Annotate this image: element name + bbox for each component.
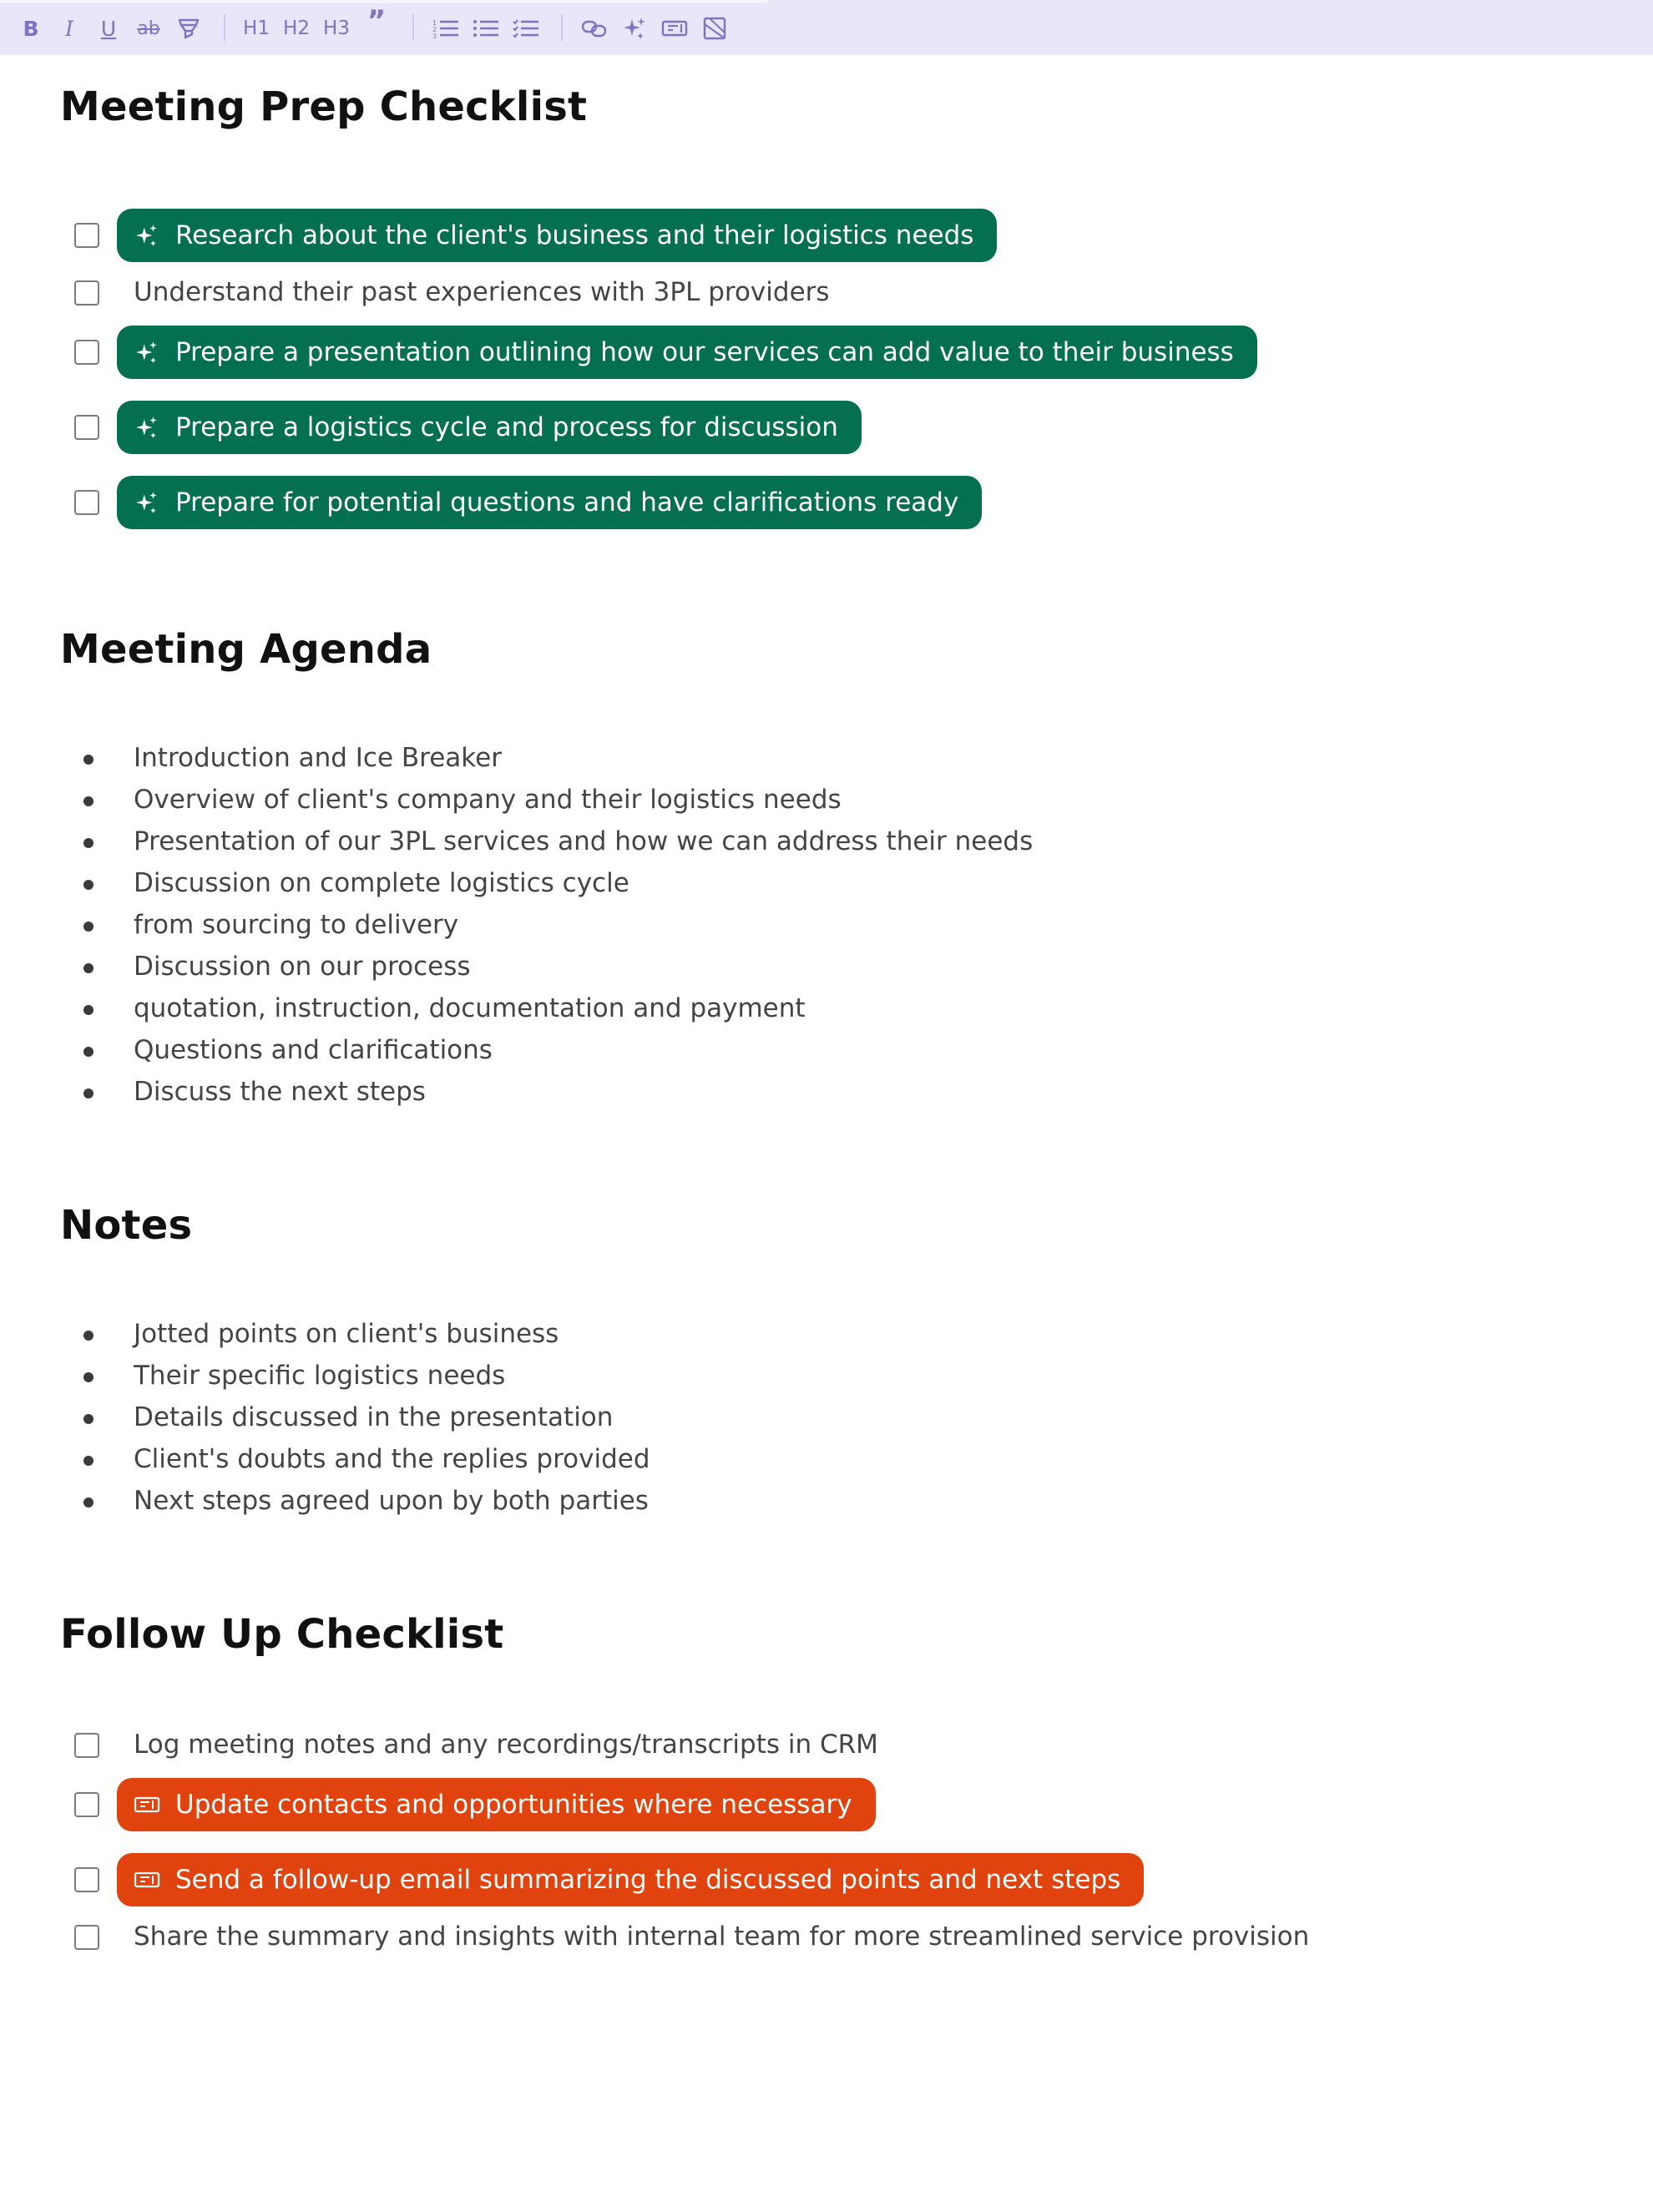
list-item-text: from sourcing to delivery (134, 910, 459, 940)
checklist-item (0, 401, 1653, 454)
bullet-icon (83, 1372, 94, 1382)
task-checkbox[interactable] (74, 490, 99, 515)
task-checkbox[interactable] (74, 1733, 99, 1758)
ai-task-pill[interactable] (117, 326, 1257, 379)
task-label: Update contacts and opportunities where necessary (175, 1790, 852, 1820)
list-item-text: quotation, instruction, documentation and payment (134, 993, 806, 1023)
list-item (0, 947, 1653, 988)
section-title-followup: Follow Up Checklist (60, 1611, 504, 1658)
list-item-text: Discussion on our process (134, 952, 471, 982)
ai-sparkle-icon (132, 337, 162, 367)
bullet-icon (83, 1497, 94, 1507)
task-checkbox[interactable] (74, 1792, 99, 1817)
crm-task-pill[interactable] (117, 1778, 876, 1831)
task-label: Send a follow-up email summarizing the discussed points and next steps (175, 1865, 1121, 1895)
heading-2-button[interactable]: H2 (283, 18, 310, 39)
list-item-text: Questions and clarifications (134, 1035, 493, 1065)
underline-icon[interactable]: U (100, 16, 117, 41)
section-title-agenda: Meeting Agenda (60, 626, 432, 673)
task-label: Research about the client's business and their logistics needs (175, 220, 974, 250)
bullet-list-icon[interactable] (471, 11, 501, 46)
task-checkbox[interactable] (74, 415, 99, 440)
task-label: Prepare for potential questions and have clarifications ready (175, 487, 959, 518)
checklist-item (0, 476, 1653, 529)
task-label: Understand their past experiences with 3PL providers (134, 277, 830, 307)
checklist-item (0, 1853, 1653, 1906)
task-checkbox[interactable] (74, 280, 99, 306)
crm-task-pill[interactable] (117, 1853, 1144, 1906)
ai-sparkle-icon[interactable] (619, 11, 650, 46)
task-checkbox[interactable] (74, 340, 99, 365)
task-label: Prepare a logistics cycle and process for discussion (175, 412, 838, 442)
ai-task-pill[interactable] (117, 476, 982, 529)
link-icon[interactable] (579, 11, 609, 46)
list-item-text: Their specific logistics needs (134, 1361, 506, 1391)
list-item (0, 738, 1653, 780)
task-label: Share the summary and insights with internal team for more streamlined service provision (134, 1922, 1310, 1952)
bullet-icon (83, 1047, 94, 1057)
toolbar-separator (224, 14, 225, 41)
bold-icon[interactable]: B (23, 16, 39, 41)
heading-1-button[interactable]: H1 (243, 18, 270, 39)
checklist-item (0, 1778, 1653, 1831)
list-item-text: Discuss the next steps (134, 1077, 426, 1107)
ai-task-pill[interactable] (117, 209, 997, 262)
svg-text:3: 3 (432, 33, 437, 39)
quote-icon[interactable]: ” (366, 4, 387, 38)
formatting-toolbar (0, 0, 1653, 55)
list-item (0, 1397, 1653, 1439)
list-item (0, 1356, 1653, 1397)
toolbar-separator (561, 14, 563, 41)
checklist-icon[interactable] (511, 11, 541, 46)
task-checkbox[interactable] (74, 223, 99, 248)
card-icon[interactable] (660, 11, 690, 46)
list-item (0, 821, 1653, 863)
bullet-icon (83, 963, 94, 973)
bullet-icon (83, 1456, 94, 1466)
list-item-text: Client's doubts and the replies provided (134, 1444, 650, 1474)
bullet-icon (83, 838, 94, 848)
ai-sparkle-icon (132, 412, 162, 442)
list-item (0, 1072, 1653, 1114)
list-item-text: Details discussed in the presentation (134, 1402, 614, 1432)
list-item (0, 905, 1653, 947)
bullet-icon (83, 1331, 94, 1341)
numbered-list-icon[interactable] (431, 11, 461, 46)
bullet-icon (83, 1414, 94, 1424)
svg-text:2: 2 (432, 26, 437, 33)
svg-text:1: 1 (432, 19, 437, 27)
list-item-text: Jotted points on client's business (134, 1319, 559, 1349)
bullet-icon (83, 755, 94, 765)
bullet-icon (83, 1088, 94, 1098)
checklist-item (0, 326, 1653, 379)
ai-sparkle-icon (132, 487, 162, 518)
bullet-icon (83, 796, 94, 806)
list-item (0, 988, 1653, 1030)
list-item-text: Next steps agreed upon by both parties (134, 1486, 649, 1516)
list-item (0, 1481, 1653, 1523)
image-icon[interactable] (700, 11, 730, 46)
list-item (0, 863, 1653, 905)
toolbar-separator (412, 14, 414, 41)
section-title-notes: Notes (60, 1202, 193, 1249)
task-checkbox[interactable] (74, 1925, 99, 1950)
list-item (0, 1439, 1653, 1481)
ai-task-pill[interactable] (117, 401, 862, 454)
strikethrough-icon[interactable]: ab (137, 18, 160, 39)
checklist-item (0, 1923, 1653, 1977)
list-item (0, 1314, 1653, 1356)
list-item (0, 1030, 1653, 1072)
list-item-text: Presentation of our 3PL services and how we can address their needs (134, 826, 1034, 856)
bullet-icon (83, 922, 94, 932)
checklist-item (0, 267, 1653, 321)
list-item (0, 780, 1653, 821)
ai-sparkle-icon (132, 220, 162, 250)
section-title-prep: Meeting Prep Checklist (60, 83, 588, 130)
list-item-text: Discussion on complete logistics cycle (134, 868, 629, 898)
italic-icon[interactable]: I (65, 16, 73, 41)
heading-3-button[interactable]: H3 (323, 18, 350, 39)
bullet-icon (83, 880, 94, 890)
task-checkbox[interactable] (74, 1867, 99, 1892)
card-icon (132, 1790, 162, 1820)
bullet-icon (83, 1005, 94, 1015)
card-icon (132, 1865, 162, 1895)
task-label: Log meeting notes and any recordings/transcripts in CRM (134, 1730, 878, 1760)
highlight-icon[interactable] (174, 11, 204, 46)
checklist-item (0, 209, 1653, 262)
list-item-text: Overview of client's company and their logistics needs (134, 785, 842, 815)
checklist-item (0, 1731, 1653, 1785)
list-item-text: Introduction and Ice Breaker (134, 743, 502, 773)
task-label: Prepare a presentation outlining how our services can add value to their business (175, 337, 1234, 367)
